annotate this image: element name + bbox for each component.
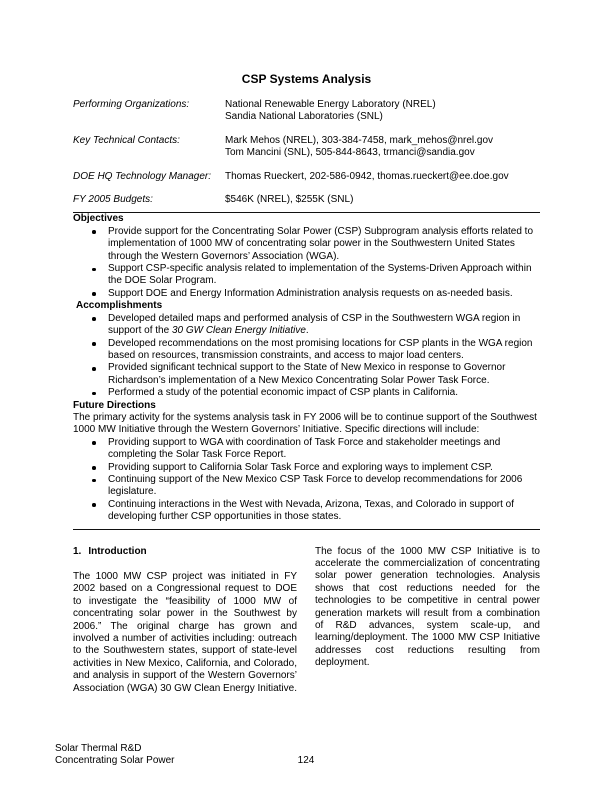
bullet-text: Support CSP-specific analysis related to implementation of the Systems-Driven Approach within the DOE Solar Program.: [108, 263, 532, 287]
bullet-icon: [92, 342, 96, 346]
column-left: [73, 546, 297, 695]
bullet-icon: [92, 441, 96, 445]
introduction-paragraph-right: The focus of the 1000 MW CSP Initiative is to accelerate the commercialization of concentrating solar power generation technologies. Analysis shows that cost reductions needed for the technologies to be competitive in central power generation markets will result from a combination of R&D advances, system scale-up, and learning/deployment. The 1000 MW CSP Initiative addresses cost reductions resulting from deployment.: [315, 545, 540, 669]
introduction-heading-number: 1.: [73, 545, 82, 557]
field-row-doe-hq-technology-manager: [73, 171, 540, 183]
bullet-text-post: .: [305, 325, 309, 337]
bullet-icon: [92, 466, 96, 470]
bullet-text: Performed a study of the potential economic impact of CSP plants in California.: [108, 387, 458, 399]
field-value: Sandia National Laboratories (SNL): [225, 111, 383, 123]
field-label: Key Technical Contacts:: [73, 134, 180, 146]
list-item: [73, 462, 540, 474]
bullet-icon: [92, 392, 96, 396]
list-item: [73, 499, 540, 524]
introduction-heading-text: Introduction: [88, 545, 147, 557]
page-number: 124: [297, 755, 315, 766]
objectives-heading: Objectives: [73, 213, 124, 225]
bullet-text: Provide support for the Concentrating Solar Power (CSP) Subprogram analysis efforts related to implementation of 1000 MW of concentrating solar power in the Southwestern United States through the Western Governors’ Association (WGA).: [108, 225, 534, 262]
page-content: [73, 0, 540, 695]
field-row-fy-2005-budgets: [73, 194, 540, 206]
accomplishments-list: [73, 313, 540, 400]
bullet-text: Providing support to WGA with coordination of Task Force and stakeholder meetings and completing the Solar Task Force Report.: [108, 436, 501, 461]
future-directions-list: [73, 437, 540, 524]
objectives-list: [73, 226, 540, 300]
bullet-text: Continuing support of the New Mexico CSP Task Force to develop recommendations for 2006 legislature.: [108, 473, 523, 498]
bullet-text-italic: 30 GW Clean Energy Initiative: [171, 325, 306, 337]
future-directions-heading: Future Directions: [73, 399, 156, 411]
field-label: Performing Organizations:: [73, 99, 190, 110]
bullet-icon: [92, 292, 96, 296]
list-item: [73, 338, 540, 363]
field-values: [225, 194, 540, 206]
footer-line-2: Concentrating Solar Power: [55, 755, 175, 767]
bullet-icon: [92, 479, 96, 483]
list-item: [73, 437, 540, 462]
bullet-text: Developed recommendations on the most promising locations for CSP plants in the WGA region based on resources, transmission constraints, and access to major load centers.: [108, 337, 533, 361]
list-item: [73, 362, 540, 387]
bullet-icon: [92, 268, 96, 272]
introduction-heading: [73, 546, 297, 558]
bullet-icon: [92, 503, 96, 507]
list-item: [73, 226, 540, 263]
list-item: [73, 313, 540, 338]
bullet-icon: [92, 367, 96, 371]
field-value: National Renewable Energy Laboratory (NREL): [225, 99, 436, 110]
future-directions-intro: The primary activity for the systems analysis task in FY 2006 will be to continue support of the Southwest 1000 MW Initiative through the Western Governors’ Initiative. Specific directions will include:: [73, 411, 537, 436]
field-row-performing-organizations: [73, 99, 540, 124]
accomplishments-heading: Accomplishments: [76, 300, 163, 312]
bullet-text: Support DOE and Energy Information Administration analysis requests on as-needed basis.: [108, 287, 513, 299]
bullet-text: [108, 313, 520, 336]
bullet-text: Providing support to California Solar Task Force and exploring ways to implement CSP.: [108, 461, 493, 473]
header-fields: [73, 99, 540, 206]
field-value: Tom Mancini (SNL), 505-844-8643, trmanci@sandia.gov: [225, 147, 475, 159]
bullet-icon: [92, 230, 96, 234]
field-values: [225, 135, 540, 160]
divider-rule-bottom: [73, 529, 540, 530]
bullet-text-pre: Developed detailed maps and performed analysis of CSP in the Southwestern WGA region in support of the: [108, 312, 521, 337]
footer-line-1: Solar Thermal R&D: [55, 743, 142, 754]
page-title: CSP Systems Analysis: [241, 72, 372, 86]
bullet-icon: [92, 317, 96, 321]
list-item: [73, 387, 540, 399]
field-values: [225, 171, 540, 183]
bullet-text: Provided significant technical support to the State of New Mexico in response to Governor Richardson’s implementation of a New Mexico Concentrating Solar Power Task Force.: [108, 362, 506, 386]
field-label: FY 2005 Budgets:: [73, 194, 153, 206]
list-item: [73, 263, 540, 288]
field-value: Thomas Rueckert, 202-586-0942, thomas.rueckert@ee.doe.gov: [225, 170, 509, 182]
list-item: [73, 474, 540, 499]
field-values: [225, 99, 540, 124]
column-right: [315, 546, 540, 695]
field-value: $546K (NREL), $255K (SNL): [225, 194, 354, 206]
field-row-key-technical-contacts: [73, 135, 540, 160]
two-column-section: [73, 546, 540, 695]
field-label: DOE HQ Technology Manager:: [73, 170, 212, 182]
introduction-paragraph-left: The 1000 MW CSP project was initiated in FY 2002 based on a Congressional request to DOE to investigate the “feasibility of 1000 MW of concentrating solar power in the Southwest by 2006.” The original charge has grown and involved a number of activities including: outreach to the Southwestern states, support of state-level activities in New Mexico, California, and Colorado, and analysis in support of the Western Governors’ Association (WGA) 30 GW Clean Energy Initiative.: [73, 571, 297, 694]
bullet-text: Continuing interactions in the West with Nevada, Arizona, Texas, and Colorado in support of developing further CSP opportunities in those states.: [108, 498, 514, 523]
list-item: [73, 288, 540, 300]
field-value: Mark Mehos (NREL), 303-384-7458, mark_mehos@nrel.gov: [225, 134, 494, 146]
